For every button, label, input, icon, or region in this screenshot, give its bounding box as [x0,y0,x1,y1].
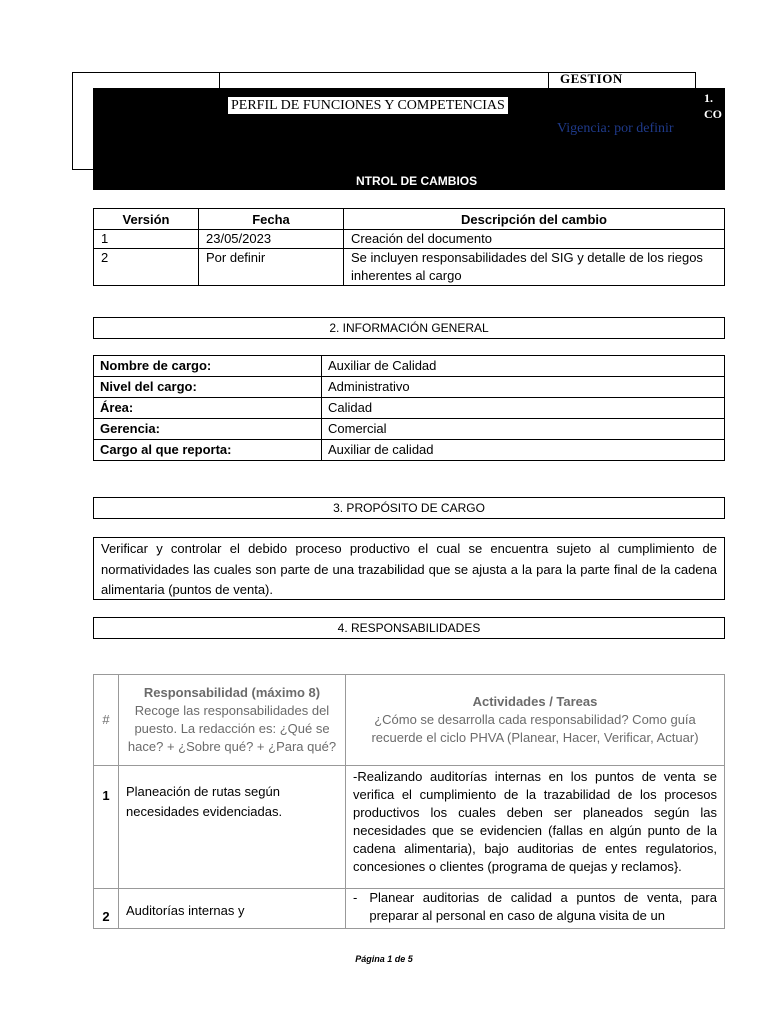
date-cell: 23/05/2023 [199,230,344,249]
row-number: 1 [94,766,119,889]
date-cell: Por definir [199,249,344,286]
info-value: Administrativo [322,377,725,398]
responsibility-hint: Recoge las responsabilidades del puesto. La redacción es: ¿Qué se hace? + ¿Sobre qué? + ¿Para qué? [127,703,337,754]
section-heading-purpose: 3. PROPÓSITO DE CARGO [93,497,725,519]
table-row [94,766,725,889]
responsibility-cell: Auditorías internas y [119,889,346,929]
table-row [94,356,725,377]
section-heading-responsibilities: 4. RESPONSABILIDADES [93,617,725,639]
table-row [94,398,725,419]
column-header-activities [346,675,725,766]
activities-hint: ¿Cómo se desarrolla cada responsabilidad? Como guía recuerde el ciclo PHVA (Planear, Hacer, Verificar, Actuar) [371,712,699,745]
version-table [93,208,725,286]
table-row [94,440,725,461]
responsibilities-table [93,674,725,929]
activities-title: Actividades / Tareas [472,694,598,709]
description-cell: Creación del documento [344,230,725,249]
header-number-line2: CO [704,107,722,121]
activity-text: Planear auditorias de calidad a puntos de venta, para preparar al personal en caso de alguna visita de un [369,890,717,923]
table-row [94,249,725,286]
column-header-number: # [94,675,119,766]
row-number: 2 [94,889,119,929]
description-cell: Se incluyen responsabilidades del SIG y detalle de los riegos inherentes al cargo [344,249,725,286]
table-header-row [94,209,725,230]
info-label: Nivel del cargo: [94,377,322,398]
header-number-line1: 1. [704,91,713,105]
purpose-text: Verificar y controlar el debido proceso productivo el cual se encuentra sujeto al cumplimiento de normatividades las cuales son parte de una trazabilidad que se ajusta a la para la parte final de la cadena alimentaria (puntos de venta). [93,537,725,600]
control-changes-heading: NTROL DE CAMBIOS [356,174,478,188]
info-value: Comercial [322,419,725,440]
info-label: Gerencia: [94,419,322,440]
responsibility-title: Responsabilidad (máximo 8) [143,685,321,700]
info-label: Nombre de cargo: [94,356,322,377]
column-header: Descripción del cambio [344,209,725,230]
header-number [704,90,722,122]
general-info-table [93,355,725,461]
column-header: Fecha [199,209,344,230]
info-label: Área: [94,398,322,419]
activity-bullet: - [353,890,358,905]
table-row [94,419,725,440]
vigencia-text: Vigencia: por definir [557,121,674,136]
info-value: Auxiliar de Calidad [322,356,725,377]
info-label: Cargo al que reporta: [94,440,322,461]
section-heading-general: 2. INFORMACIÓN GENERAL [93,317,725,339]
table-header-row [94,675,725,766]
responsibility-cell: Planeación de rutas según necesidades evidenciadas. [119,766,346,889]
version-cell: 1 [94,230,199,249]
header-divider [548,72,549,88]
table-row [94,377,725,398]
header-divider [219,72,220,88]
page-footer: Página 1 de 5 [355,954,413,964]
table-row [94,889,725,929]
column-header: Versión [94,209,199,230]
info-value: Auxiliar de calidad [322,440,725,461]
column-header-responsibility [119,675,346,766]
activities-cell: -Realizando auditorías internas en los puntos de venta se verifica el cumplimiento de la trazabilidad de los procesos productivos los cuales deben ser planeados según las necesidades que se evidencien (fallas en algún punto de la cadena alimentaria), bajo auditorias de entes regulatorios, concesiones o clientes (programa de quejas y reclamos}. [346,766,725,889]
table-row [94,230,725,249]
version-cell: 2 [94,249,199,286]
info-value: Calidad [322,398,725,419]
activities-cell [346,889,725,929]
document-title: PERFIL DE FUNCIONES Y COMPETENCIAS [227,96,509,115]
header-gestion: GESTION [560,71,623,86]
